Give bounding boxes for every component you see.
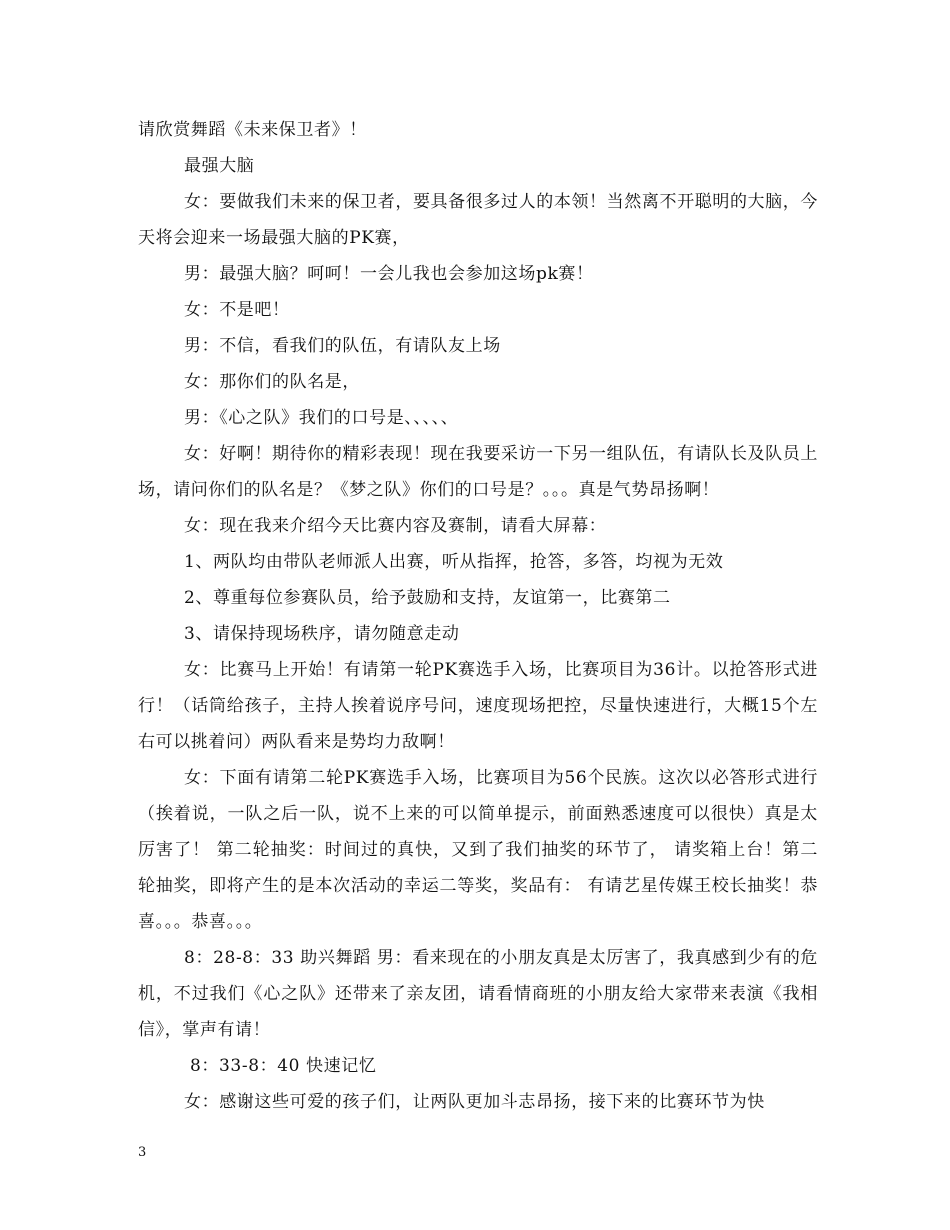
paragraph: 女：比赛马上开始！有请第一轮PK赛选手入场，比赛项目为36计。以抢答形式进行！（话筒给孩子，主持人挨着说序号问，速度现场把控，尽量快速进行，大概15个左右可以挑着问）两队看来是势均力敌啊！ <box>138 660 818 752</box>
paragraph: 女：好啊！期待你的精彩表现！现在我要采访一下另一组队伍，有请队长及队员上场，请问你们的队名是？《梦之队》你们的口号是？。。。真是气势昂扬啊！ <box>138 444 818 500</box>
paragraph: 男：最强大脑？呵呵！一会儿我也会参加这场pk赛！ <box>184 264 594 284</box>
rule-item: 2、尊重每位参赛队员，给予鼓励和支持，友谊第一，比赛第二 <box>184 588 671 608</box>
rule-item: 1、两队均由带队老师派人出赛，听从指挥，抢答，多答，均视为无效 <box>184 552 724 572</box>
paragraph: 女：下面有请第二轮PK赛选手入场，比赛项目为56个民族。这次以必答形式进行（挨着说，一队之后一队，说不上来的可以简单提示，前面熟悉速度可以很快）真是太厉害了！ 第二轮抽奖：时间过的真快，又到了我们抽奖的环节了， 请奖箱上台！第二轮抽奖，即将产生的是本次活动的幸运二等奖，奖品有： 有请艺星传媒王校长抽奖！恭喜。。。恭喜。。。 <box>138 768 818 932</box>
page-number: 3 <box>138 1145 147 1160</box>
paragraph: 女：那你们的队名是， <box>184 372 360 392</box>
document-body <box>138 112 818 1120</box>
paragraph: 男：《心之队》我们的口号是、、、、、 <box>184 408 459 428</box>
paragraph: 女：不是吧！ <box>184 300 290 320</box>
paragraph: 请欣赏舞蹈《未来保卫者》！ <box>138 120 367 140</box>
paragraph: 女：要做我们未来的保卫者，要具备很多过人的本领！当然离不开聪明的大脑，今天将会迎来一场最强大脑的PK赛， <box>138 192 818 248</box>
section-heading: 最强大脑 <box>184 156 255 176</box>
paragraph: 8：28-8：33 助兴舞蹈 男：看来现在的小朋友真是太厉害了，我真感到少有的危机，不过我们《心之队》还带来了亲友团，请看情商班的小朋友给大家带来表演《我相信》，掌声有请！ <box>138 948 818 1040</box>
section-heading: 8：33-8：40 快速记忆 <box>190 1056 377 1076</box>
paragraph: 女：现在我来介绍今天比赛内容及赛制，请看大屏幕： <box>184 516 607 536</box>
rule-item: 3、请保持现场秩序，请勿随意走动 <box>184 624 460 644</box>
paragraph: 男：不信，看我们的队伍，有请队友上场 <box>184 336 501 356</box>
paragraph: 女：感谢这些可爱的孩子们，让两队更加斗志昂扬，接下来的比赛环节为快 <box>184 1092 765 1112</box>
